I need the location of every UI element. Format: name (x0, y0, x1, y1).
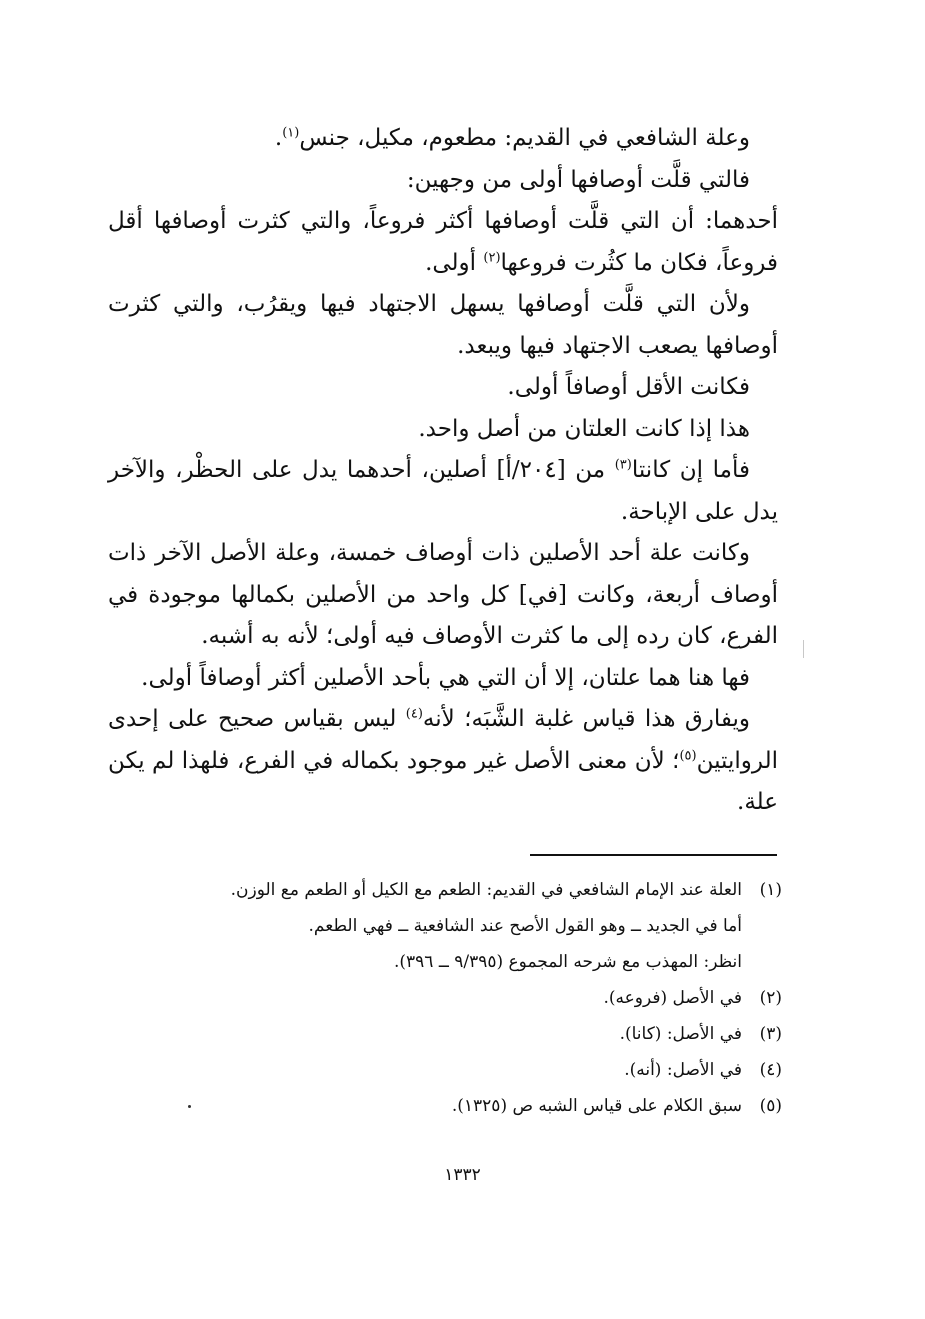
footnote-text: في الأصل (فروعه). (603, 988, 742, 1008)
paragraph (108, 409, 778, 451)
footnote-continuation (120, 908, 782, 944)
page-number: ١٣٣٢ (444, 1165, 481, 1185)
footnote (120, 872, 782, 908)
footnote-text: سبق الكلام على قياس الشبه ص (١٣٢٥). (451, 1096, 742, 1116)
text-run: ليس بقياس صحيح على إحدى الروايتين (108, 706, 778, 774)
footnote (120, 980, 782, 1016)
footnote-ref: (٤) (405, 706, 423, 722)
paragraph (108, 201, 778, 284)
scan-speck (188, 1105, 191, 1108)
footnote-text: في الأصل: (أنه). (624, 1060, 742, 1080)
paragraph (108, 160, 778, 202)
footnote (120, 1052, 782, 1088)
footnote-number: (٢) (759, 988, 782, 1008)
paragraph (108, 118, 778, 160)
paragraph (108, 284, 778, 367)
text-run: فها هنا هما علتان، إلا أن التي هي بأحد الأصلين أكثر أوصافاً أولى. (141, 664, 750, 691)
footnote-ref: (٢) (483, 249, 501, 265)
text-run: ؛ لأن معنى الأصل غير موجود بكماله في الفرع، فلهذا لم يكن علة. (108, 747, 778, 815)
footnote-text: انظر: المهذب مع شرحه المجموع (٩/٣٩٥ ــ ٣٩٦). (393, 952, 742, 972)
footnotes (120, 872, 782, 1124)
footnote-ref: (٣) (614, 457, 632, 473)
footnote-separator (530, 854, 777, 856)
footnote (120, 1088, 782, 1124)
text-run: من [٢٠٤/أ] أصلين، أحدهما يدل على الحظْر، والآخر يدل على الإباحة. (108, 457, 778, 525)
text-run: وكانت علة أحد الأصلين ذات أوصاف خمسة، وعلة الأصل الآخر ذات أوصاف أربعة، وكانت [في] كل واحد من الأصلين بكمالها موجودة في الفرع، كان رده إلى ما كثرت الأوصاف فيه أولى؛ لأنه به أشبه. (108, 540, 778, 649)
text-run: . (274, 125, 283, 151)
text-run: أولى. (425, 249, 484, 276)
footnote-text: أما في الجديد ــ وهو القول الأصح عند الشافعية ــ فهي الطعم. (308, 916, 742, 936)
text-run: فكانت الأقل أوصافاً أولى. (507, 374, 750, 400)
footnote-ref: (٥) (679, 747, 697, 763)
main-text (108, 118, 778, 824)
footnote-text: في الأصل: (كانا). (619, 1024, 742, 1044)
text-run: فالتي قلَّت أوصافها أولى من وجهين: (406, 166, 750, 193)
text-run: ولأن التي قلَّت أوصافها يسهل الاجتهاد فيها ويقرُب، والتي كثرت أوصافها يصعب الاجتهاد فيها ويبعد. (108, 291, 778, 359)
footnote-number: (١) (759, 880, 782, 900)
footnote-continuation (120, 944, 782, 980)
paragraph (108, 533, 778, 658)
text-run: وعلة الشافعي في القديم: مطعوم، مكيل، جنس (299, 125, 750, 151)
text-run: هذا إذا كانت العلتان من أصل واحد. (418, 415, 750, 442)
text-run: ويفارق هذا قياس غلبة الشَّبَه؛ لأنه (422, 706, 750, 732)
footnote-number: (٤) (759, 1060, 782, 1080)
text-run: فأما إن كانتا (631, 457, 750, 483)
footnote-text: العلة عند الإمام الشافعي في القديم: الطعم مع الكيل أو الطعم مع الوزن. (230, 880, 742, 900)
paragraph (108, 658, 778, 700)
footnote-number: (٣) (759, 1024, 782, 1044)
scan-edge-mark (803, 640, 804, 658)
footnote-number: (٥) (759, 1096, 782, 1116)
paragraph (108, 699, 778, 824)
text-run: أحدهما: أن التي قلَّت أوصافها أكثر فروعاً، والتي كثرت أوصافها أقل فروعاً، فكان ما كثُرت فروعها (108, 208, 778, 276)
paragraph (108, 367, 778, 409)
footnote (120, 1016, 782, 1052)
paragraph (108, 450, 778, 533)
footnote-ref: (١) (282, 125, 300, 141)
